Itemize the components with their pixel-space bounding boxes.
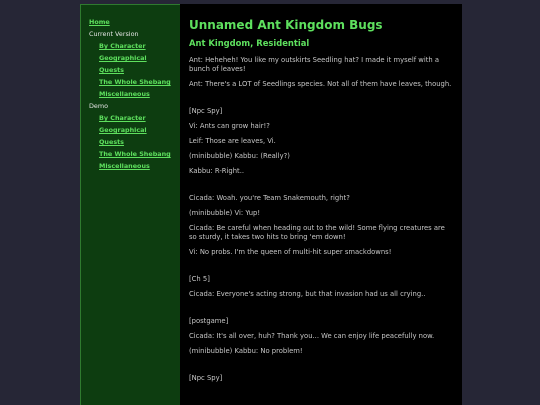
nav-demo-whole-shebang-link[interactable]: The Whole Shebang xyxy=(99,150,171,158)
dialogue-line: Cicada: Be careful when heading out to the wild! Some flying creatures are so sturdy, it takes two hits to bring 'em down! xyxy=(189,224,445,241)
dialogue-line: [Ch 5] xyxy=(189,275,210,283)
nav-current-miscellaneous-link[interactable]: Miscellaneous xyxy=(99,90,150,98)
dialogue-line: [postgame] xyxy=(189,317,229,325)
dialogue-line: Cicada: Everyone's acting strong, but that invasion had us all crying.. xyxy=(189,290,426,298)
dialogue-line: [Npc Spy] xyxy=(189,374,223,382)
page-wrapper xyxy=(80,4,462,405)
dialogue-line: Cicada: Woah. you're Team Snakemouth, right? xyxy=(189,194,350,202)
dialogue-transcript xyxy=(189,56,454,383)
nav-current-quests-link[interactable]: Quests xyxy=(99,66,124,74)
nav-demo-label: Demo xyxy=(89,102,108,110)
main-content xyxy=(180,4,462,405)
dialogue-line: Kabbu: R-Right.. xyxy=(189,167,245,175)
dialogue-line: (minibubble) Vi: Yup! xyxy=(189,209,261,217)
nav-current-version-label: Current Version xyxy=(89,30,139,38)
dialogue-line: Cicada: It's all over, huh? Thank you... We can enjoy life peacefully now. xyxy=(189,332,435,340)
nav-demo-by-character-link[interactable]: By Character xyxy=(99,114,146,122)
dialogue-spacer xyxy=(189,362,454,374)
dialogue-spacer xyxy=(189,95,454,107)
nav-current-whole-shebang-link[interactable]: The Whole Shebang xyxy=(99,78,171,86)
dialogue-spacer xyxy=(189,182,454,194)
nav-demo-geographical-link[interactable]: Geographical xyxy=(99,126,147,134)
nav-current-geographical-link[interactable]: Geographical xyxy=(99,54,147,62)
dialogue-spacer xyxy=(189,263,454,275)
page-subtitle: Ant Kingdom, Residential xyxy=(189,38,310,48)
dialogue-spacer xyxy=(189,305,454,317)
dialogue-line: Vi: No probs. I'm the queen of multi-hit super smackdowns! xyxy=(189,248,392,256)
sidebar-nav xyxy=(80,4,180,405)
page-title: Unnamed Ant Kingdom Bugs xyxy=(189,18,383,32)
nav-home-link[interactable]: Home xyxy=(89,18,110,26)
dialogue-line: Ant: Heheheh! You like my outskirts Seedling hat? I made it myself with a bunch of leaves! xyxy=(189,56,440,73)
dialogue-line: (minibubble) Kabbu: (Really?) xyxy=(189,152,290,160)
dialogue-line: Ant: There's a LOT of Seedlings species. Not all of them have leaves, though. xyxy=(189,80,452,88)
dialogue-line: [Npc Spy] xyxy=(189,107,223,115)
dialogue-line: (minibubble) Kabbu: No problem! xyxy=(189,347,303,355)
dialogue-line: Leif: Those are leaves, Vi. xyxy=(189,137,276,145)
nav-demo-miscellaneous-link[interactable]: Miscellaneous xyxy=(99,162,150,170)
dialogue-line: Vi: Ants can grow hair!? xyxy=(189,122,270,130)
nav-current-by-character-link[interactable]: By Character xyxy=(99,42,146,50)
nav-demo-quests-link[interactable]: Quests xyxy=(99,138,124,146)
